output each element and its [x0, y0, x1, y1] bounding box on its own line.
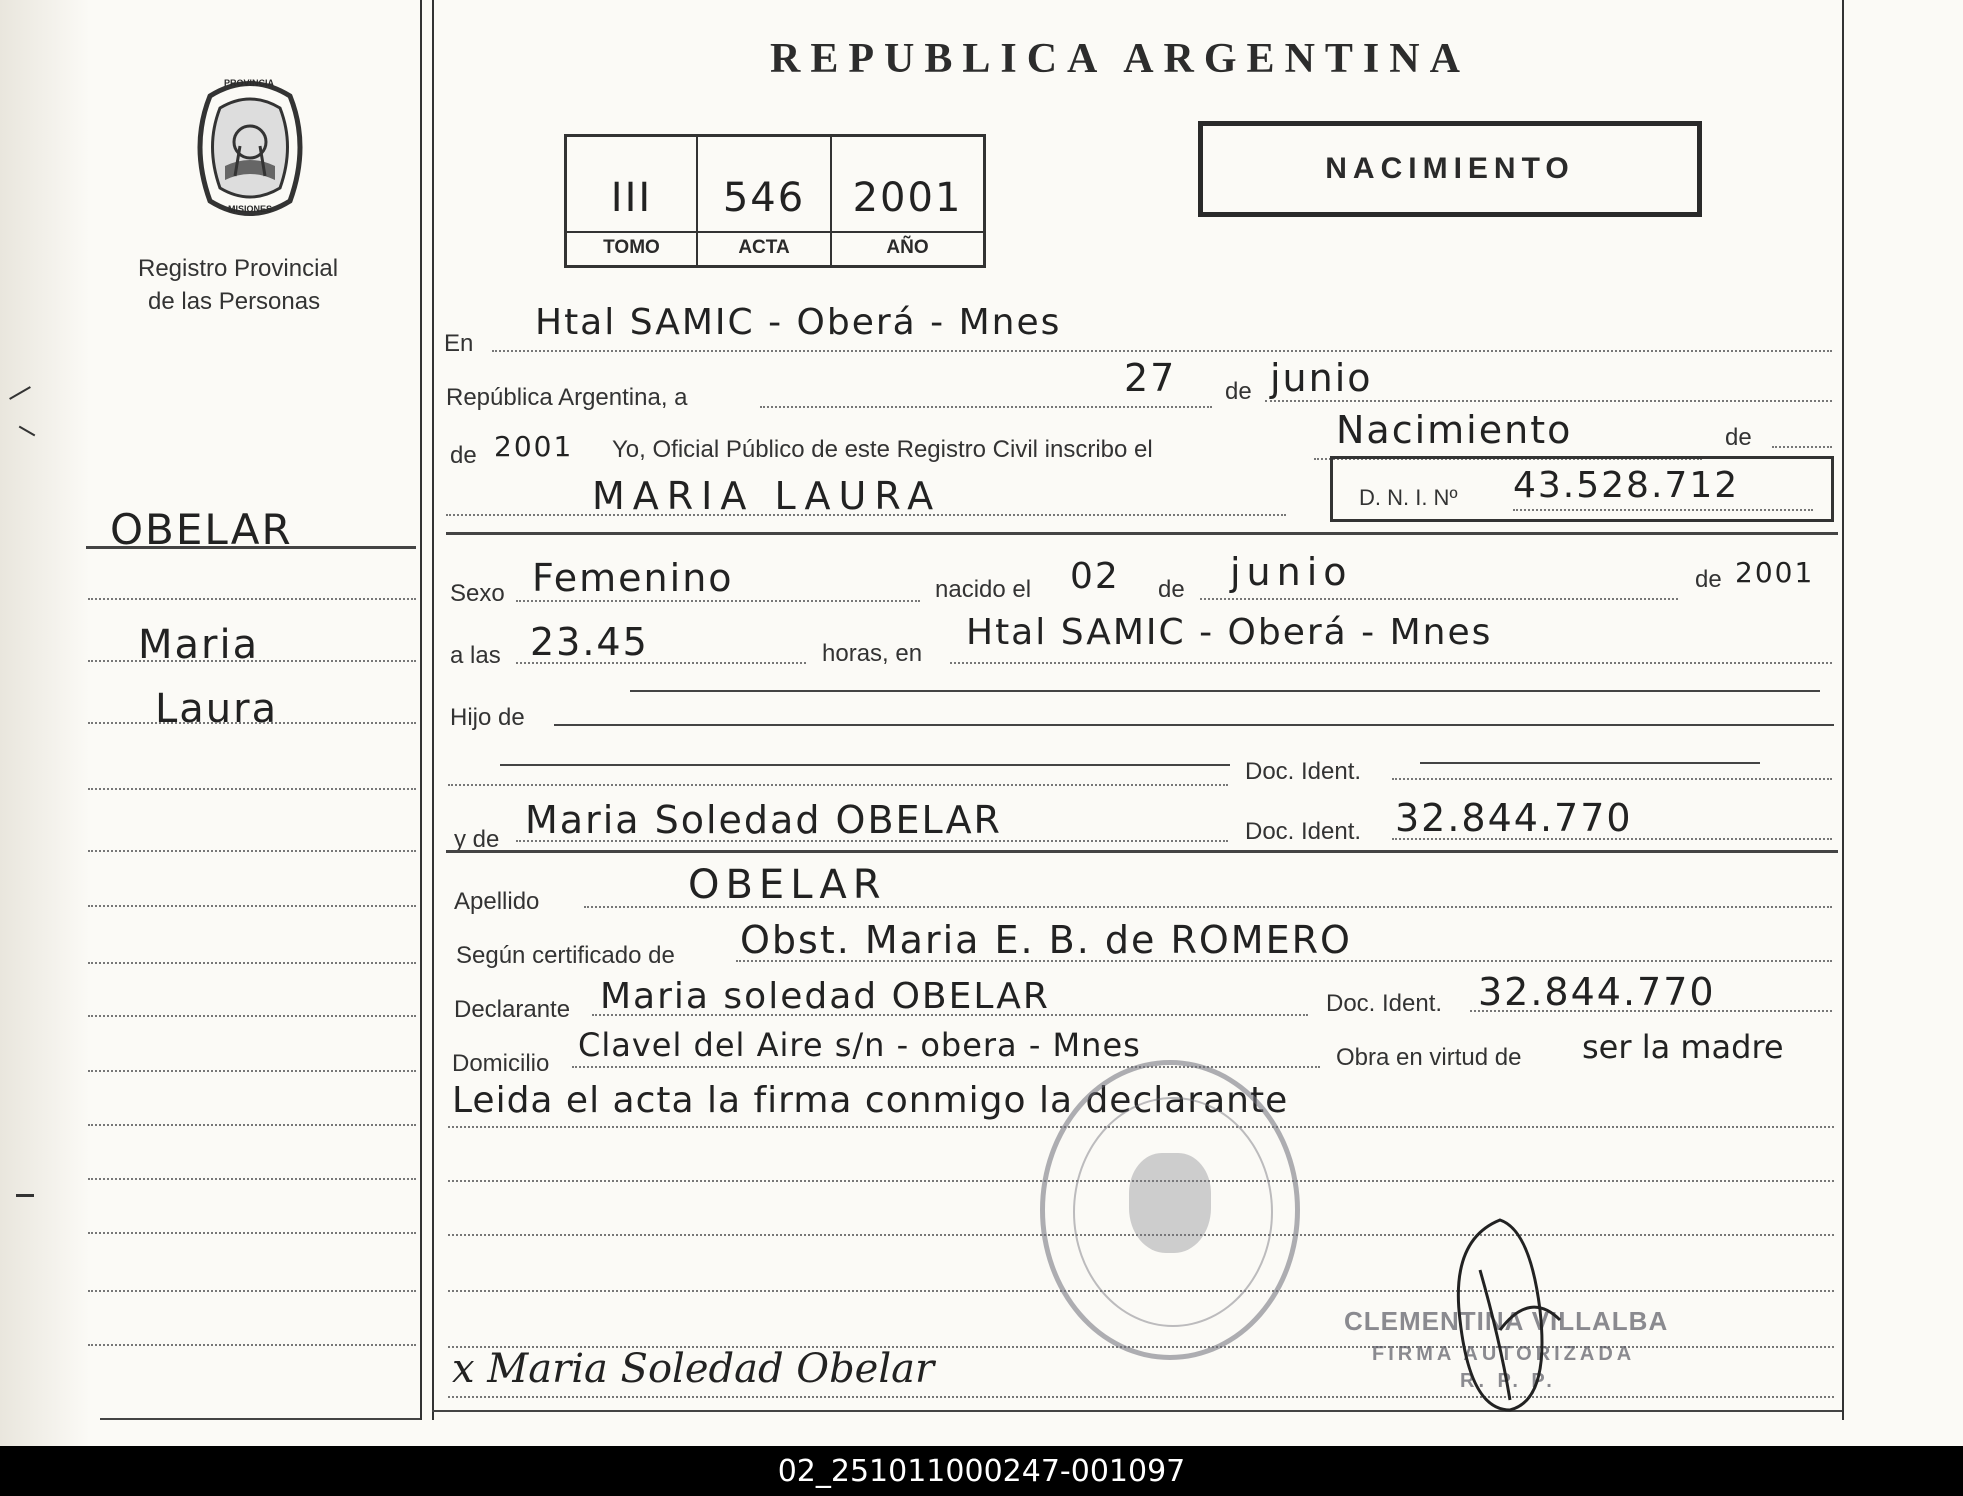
page-gutter-shadow: [0, 0, 90, 1446]
margin-line: [88, 1232, 416, 1234]
section-rule: [446, 532, 1838, 535]
fecha-dia: 27: [1124, 356, 1177, 400]
domicilio-label: Domicilio: [452, 1050, 550, 1077]
margin-mark: [16, 1194, 34, 1197]
declarante: Maria soledad OBELAR: [600, 976, 1050, 1017]
apellido: OBELAR: [688, 862, 887, 908]
de-label-5: de: [1695, 566, 1722, 593]
official-stamp: [1040, 1060, 1300, 1360]
nac-mes: junio: [1230, 550, 1353, 594]
madre: Maria Soledad OBELAR: [525, 798, 1002, 842]
horas-label: horas, en: [822, 640, 923, 667]
acta-label: ACTA: [698, 231, 830, 259]
tomo-label: TOMO: [567, 231, 696, 259]
document-type-box: [1198, 121, 1702, 217]
dni-label: D. N. I. Nº: [1359, 485, 1458, 510]
mes-line: [1265, 400, 1832, 402]
margin-line: [88, 598, 416, 600]
de-label: de: [1225, 378, 1252, 405]
register-table: [564, 134, 986, 268]
form-border-left: [432, 0, 434, 1420]
left-panel-bottom: [100, 1418, 420, 1420]
en-value: Htal SAMIC - Oberá - Mnes: [535, 302, 1062, 343]
obs-line: [448, 1396, 1834, 1398]
margin-line: [88, 1124, 416, 1126]
nac-mes-line: [1200, 598, 1678, 600]
hijo-void-line: [630, 690, 1820, 692]
anio-label: AÑO: [832, 231, 983, 259]
docident-label-2: Doc. Ident.: [1245, 818, 1362, 845]
dni-box: [1330, 456, 1834, 522]
de-line: [1772, 446, 1832, 448]
dni-value: 43.528.712: [1513, 465, 1740, 506]
obra: ser la madre: [1582, 1028, 1784, 1066]
margin-line: [88, 1290, 416, 1292]
nac-anio: 2001: [1735, 556, 1815, 589]
logo: [180, 76, 320, 226]
en-label: En: [444, 330, 474, 357]
anio-value: 2001: [852, 175, 963, 221]
acta-value: 546: [722, 175, 806, 221]
margin-line: [88, 1178, 416, 1180]
apellido-label: Apellido: [454, 888, 540, 915]
margin-line: [88, 788, 416, 790]
sexo-value: Femenino: [532, 556, 734, 600]
margin-line: [88, 660, 416, 662]
margin-line: [88, 1344, 416, 1346]
de-label-3: de: [1725, 424, 1752, 451]
nac-dia: 02: [1070, 556, 1120, 597]
nombre: MARIA LAURA: [592, 474, 942, 518]
acta-cell: [698, 137, 832, 265]
declarante-doc: 32.844.770: [1478, 970, 1716, 1014]
madre-doc: 32.844.770: [1395, 796, 1633, 840]
margin-surname-rule: [86, 546, 416, 549]
nacido-label: nacido el: [935, 576, 1032, 603]
hijo-void-line: [554, 724, 1834, 726]
docident-label: Doc. Ident.: [1245, 758, 1362, 785]
stamp-role: FIRMA AUTORIZADA: [1372, 1343, 1636, 1365]
domicilio: Clavel del Aire s/n - obera - Mnes: [578, 1026, 1141, 1064]
en-line: [492, 350, 1832, 352]
anio-cell: [832, 137, 983, 265]
office-line-1: Registro Provincial: [138, 255, 339, 282]
margin-line: [88, 1015, 416, 1017]
yde-label: y de: [454, 826, 500, 853]
margin-line: [88, 850, 416, 852]
file-id: 02_251011000247-001097: [777, 1454, 1186, 1489]
stamp-org: R. P. P.: [1460, 1370, 1556, 1392]
stamp-name: CLEMENTINA VILLALBA: [1344, 1306, 1669, 1336]
docident-line: [1392, 778, 1832, 780]
alas-label: a las: [450, 642, 501, 669]
fecha-anio: 2001: [494, 430, 574, 463]
certificado: Obst. Maria E. B. de ROMERO: [740, 918, 1352, 962]
acto: Nacimiento: [1336, 408, 1573, 452]
page-title: REPUBLICA ARGENTINA: [770, 36, 1470, 82]
de-label-4: de: [1158, 576, 1185, 603]
margin-line: [88, 905, 416, 907]
document-type-label: NACIMIENTO: [1325, 152, 1575, 185]
margin-name-2: Laura: [155, 686, 279, 732]
margin-line: [88, 962, 416, 964]
official-signature: [1440, 1210, 1580, 1420]
tomo-value: III: [610, 175, 653, 221]
declarante-label: Declarante: [454, 996, 571, 1023]
hijo-line-2: [448, 784, 1228, 786]
dni-line: [1513, 509, 1813, 511]
logo-text-top: PROVINCIA: [224, 78, 275, 88]
left-panel-border: [420, 0, 422, 1420]
office-line-2: de las Personas: [148, 288, 321, 315]
lugar-line: [950, 662, 1832, 664]
docident-label-3: Doc. Ident.: [1326, 990, 1443, 1017]
fecha-mes: junio: [1270, 356, 1373, 400]
hijo-label: Hijo de: [450, 704, 525, 731]
form-border-right: [1842, 0, 1844, 1420]
declarant-signature: x Maria Soledad Obelar: [452, 1346, 935, 1392]
sexo-line: [516, 600, 920, 602]
sexo-label: Sexo: [450, 580, 505, 607]
stamp-seal-icon: [1129, 1153, 1211, 1253]
hora: 23.45: [530, 620, 649, 664]
tomo-cell: [567, 137, 698, 265]
de-label-2: de: [450, 442, 477, 469]
lugar: Htal SAMIC - Oberá - Mnes: [966, 612, 1493, 653]
form-border-bottom: [432, 1410, 1842, 1412]
margin-line: [88, 722, 416, 724]
certificado-label: Según certificado de: [456, 942, 675, 969]
fecha-line: [760, 406, 1212, 408]
observaciones: Leida el acta la firma conmigo la declarante: [452, 1080, 1289, 1121]
margin-name-1: Maria: [138, 622, 260, 668]
footer-bar: [0, 1446, 1963, 1496]
section-rule-2: [446, 850, 1838, 853]
hijo-void-line: [500, 764, 1230, 766]
margin-surname: OBELAR: [110, 505, 293, 554]
obra-label: Obra en virtud de: [1336, 1044, 1522, 1071]
docident-void-line: [1420, 762, 1760, 764]
margin-line: [88, 1070, 416, 1072]
yo-text: Yo, Oficial Público de este Registro Civil inscribo el: [612, 436, 1153, 463]
logo-text-bottom: MISIONES: [228, 204, 273, 214]
republica-label: República Argentina, a: [446, 384, 688, 411]
